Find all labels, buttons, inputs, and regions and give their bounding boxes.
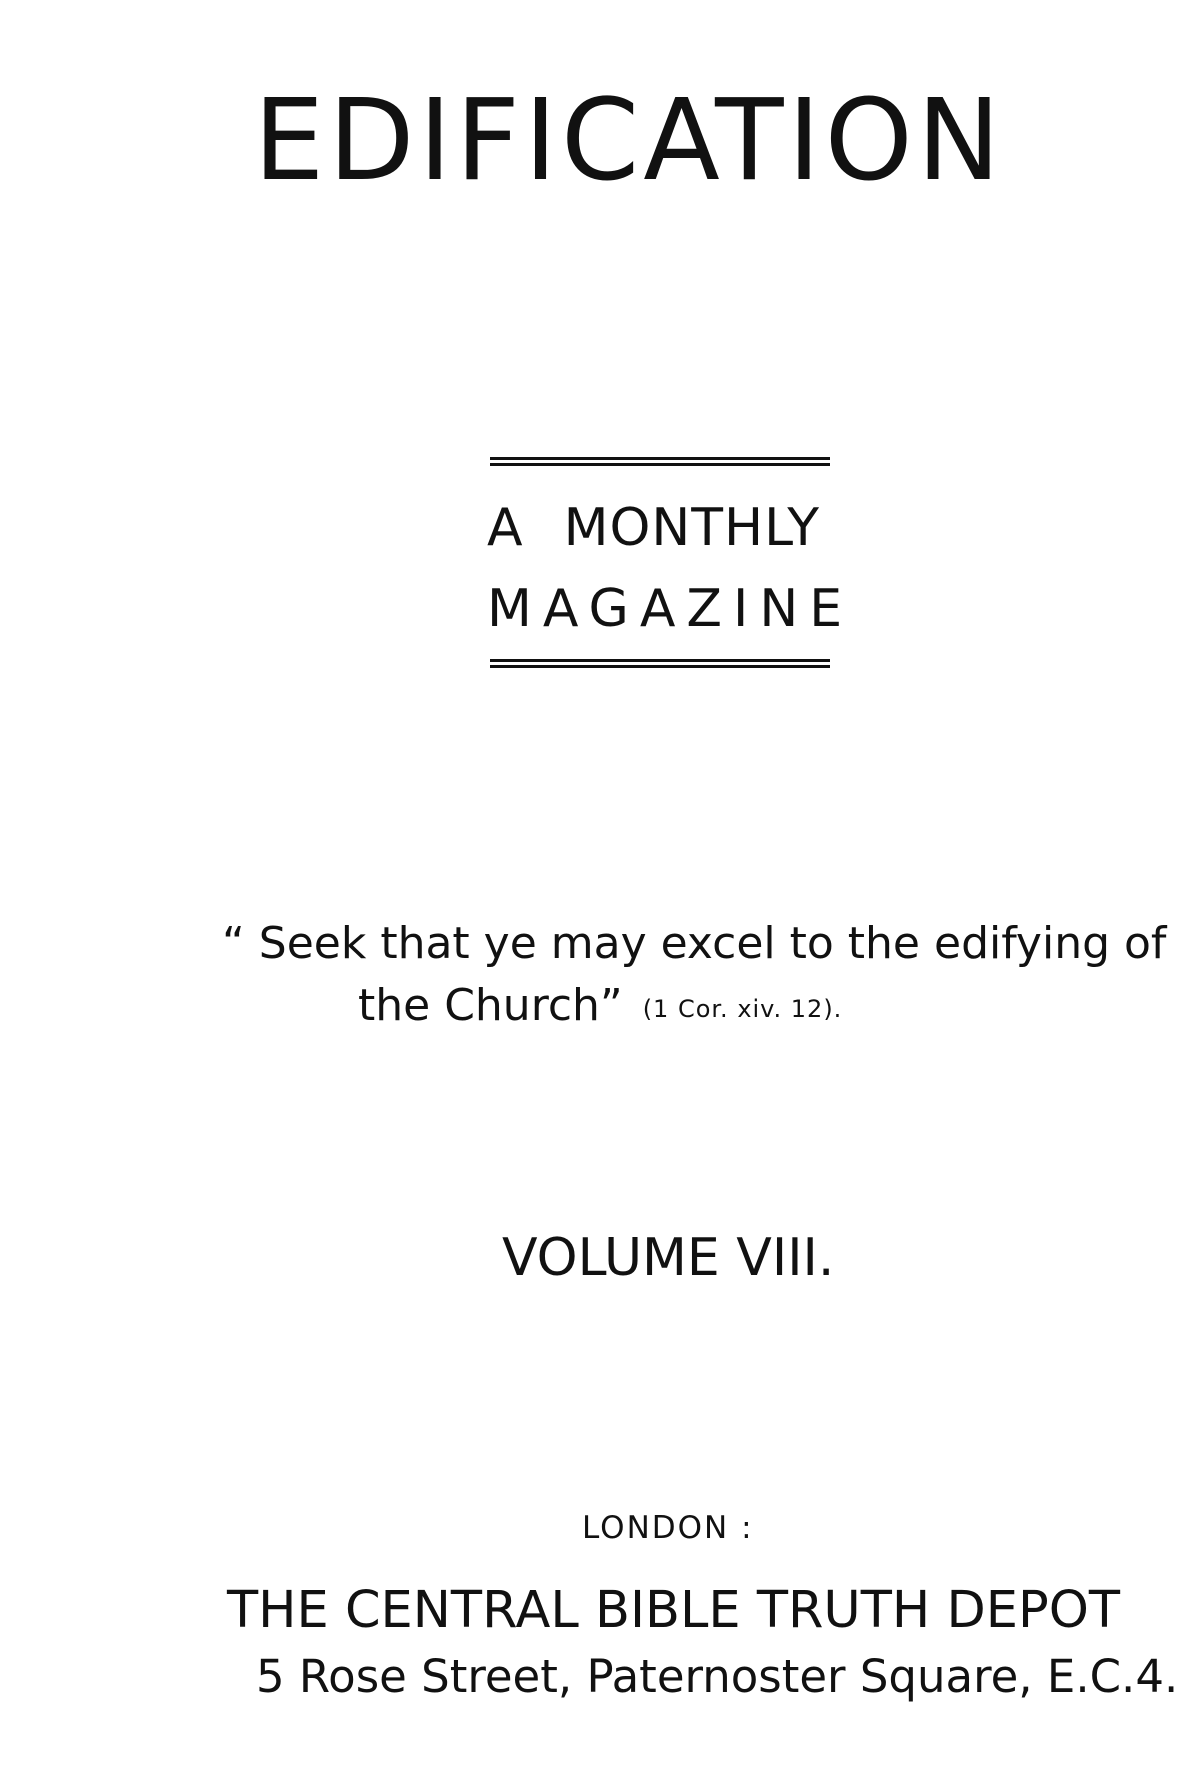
epigraph-reference: (1 Cor. xiv. 12).: [642, 995, 843, 1023]
subtitle-line-1: [487, 498, 820, 558]
epigraph-line-2: [358, 980, 843, 1031]
imprint-address: 5 Rose Street, Paternoster Square, E.C.4.: [256, 1650, 1179, 1703]
subtitle-monthly: MONTHLY: [563, 498, 820, 558]
subtitle-line-2: MAGAZINE: [487, 579, 854, 639]
epigraph-line-1: “ Seek that ye may excel to the edifying of: [222, 918, 1167, 969]
bottom-double-rule: [490, 659, 830, 668]
subtitle-article: A: [487, 498, 524, 558]
imprint-city: LONDON :: [582, 1510, 754, 1546]
imprint-publisher: THE CENTRAL BIBLE TRUTH DEPOT: [227, 1581, 1120, 1640]
volume-number: VOLUME VIII.: [502, 1228, 835, 1288]
top-double-rule: [490, 457, 830, 466]
magazine-title: EDIFICATION: [253, 76, 1005, 206]
epigraph-line-2-text: the Church”: [358, 980, 623, 1031]
